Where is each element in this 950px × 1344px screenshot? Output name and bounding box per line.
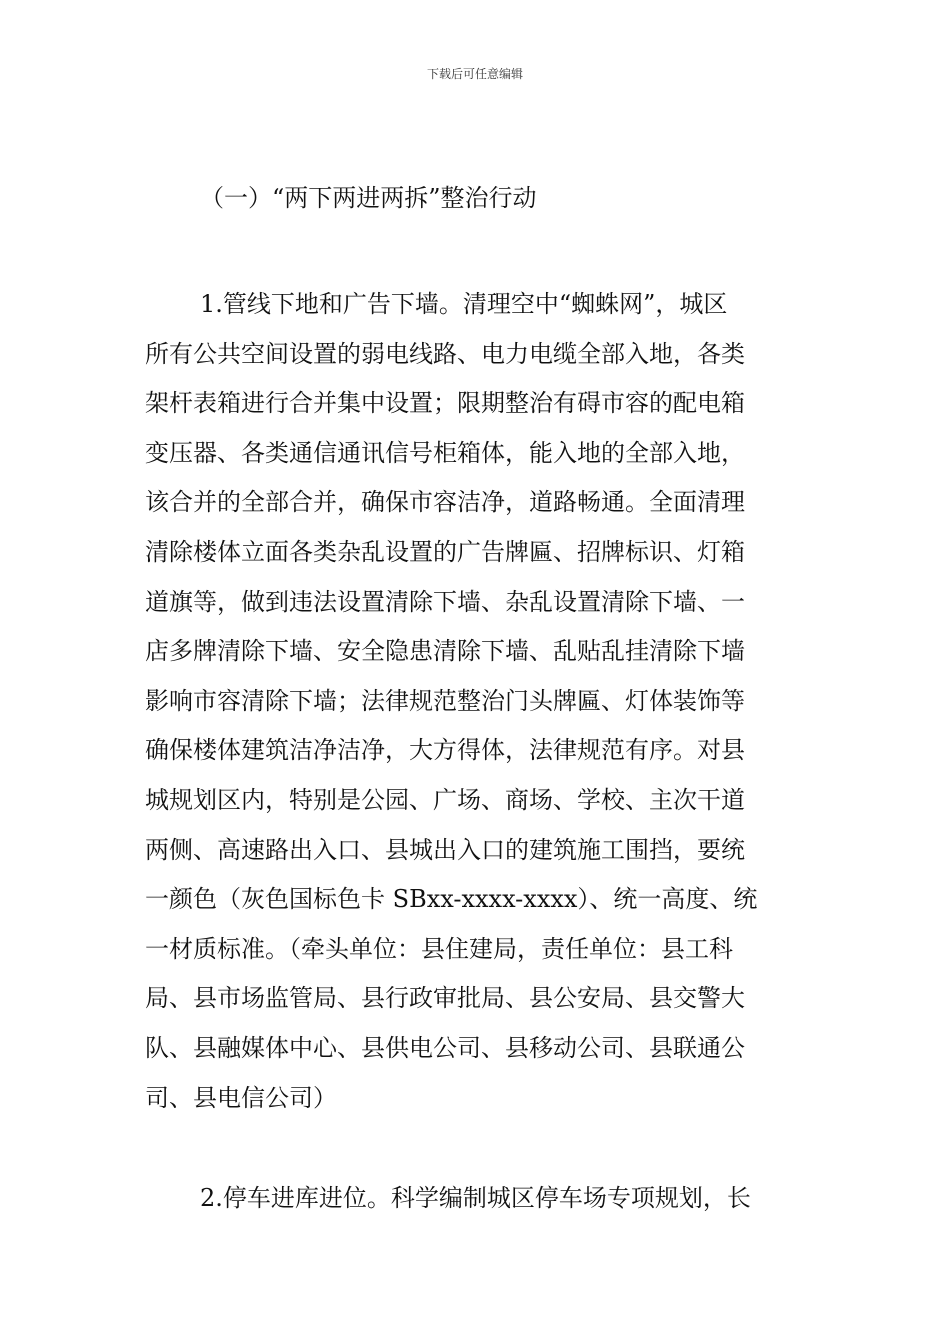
paragraph-line: 店多牌清除下墙、安全隐患清除下墙、乱贴乱挂清除下墙 xyxy=(145,637,745,666)
paragraph-line: 队、县融媒体中心、县供电公司、县移动公司、县联通公 xyxy=(145,1033,745,1062)
paragraph-line: 城规划区内，特别是公园、广场、商场、学校、主次干道 xyxy=(145,785,745,814)
paragraph-line: 确保楼体建筑洁净洁净，大方得体，法律规范有序。对县 xyxy=(145,736,745,765)
paragraph-line: 清除楼体立面各类杂乱设置的广告牌匾、招牌标识、灯箱 xyxy=(145,537,745,566)
paragraph-2 xyxy=(145,1174,805,1224)
paragraph-line: 道旗等，做到违法设置清除下墙、杂乱设置清除下墙、一 xyxy=(145,587,745,616)
paragraph-line: 架杆表箱进行合并集中设置；限期整治有碍市容的配电箱 xyxy=(145,389,745,418)
paragraph-line: 局、县市场监管局、县行政审批局、县公安局、县交警大 xyxy=(145,984,745,1013)
paragraph-line: 影响市容清除下墙；法律规范整治门头牌匾、灯体装饰等 xyxy=(145,686,745,715)
section-heading: （一）“两下两进两拆”整治行动 xyxy=(200,184,537,212)
header-note: 下载后可任意编辑 xyxy=(426,67,523,81)
paragraph-line: 司、县电信公司） xyxy=(145,1083,337,1112)
paragraph-line: 变压器、各类通信通讯信号柜箱体，能入地的全部入地， xyxy=(145,438,745,467)
paragraph-1 xyxy=(145,280,805,1123)
paragraph-line: 该合并的全部合并，确保市容洁净，道路畅通。全面清理 xyxy=(145,488,745,517)
paragraph-line: 2.停车进库进位。科学编制城区停车场专项规划，长 xyxy=(200,1184,751,1212)
paragraph-line: 1.管线下地和广告下墙。清理空中“蜘蛛网”，城区 xyxy=(200,290,728,318)
paragraph-line: 两侧、高速路出入口、县城出入口的建筑施工围挡，要统 xyxy=(145,835,745,864)
paragraph-line: 所有公共空间设置的弱电线路、电力电缆全部入地，各类 xyxy=(145,339,745,368)
paragraph-line: 一颜色（灰色国标色卡 SBxx-xxxx-xxxx）、统一高度、统 xyxy=(145,885,758,914)
paragraph-line: 一材质标准。（牵头单位：县住建局，责任单位：县工科 xyxy=(145,934,733,963)
